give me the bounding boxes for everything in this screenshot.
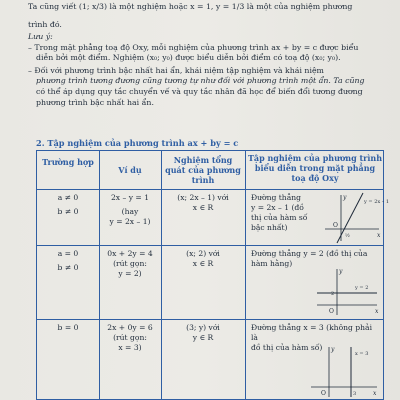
row3-case xyxy=(39,323,97,333)
solution-table xyxy=(36,150,390,400)
origin-label: O xyxy=(329,308,334,315)
tick-label: 2 xyxy=(331,291,335,297)
line-label: x = 3 xyxy=(355,351,369,357)
section-title: 2. Tập nghiệm của phương trình ax + by = c xyxy=(36,138,239,148)
tick-label: ½ xyxy=(345,233,350,239)
row1-desc xyxy=(251,193,321,233)
origin-label: O xyxy=(321,390,326,397)
example-line: 2x + 0y = 6 xyxy=(107,323,153,332)
row3-example xyxy=(101,323,159,353)
general-line: (x; 2x – 1) với xyxy=(177,193,229,202)
case-line: a = 0 xyxy=(57,249,79,258)
line-label: y = 2x – 1 xyxy=(364,199,390,205)
row-divider xyxy=(37,189,383,190)
case-line: b ≠ 0 xyxy=(57,263,79,272)
note-1-a: – Trong mặt phẳng toạ độ Oxy, mỗi nghiệm của phương trình ax + by = c được biểu xyxy=(28,43,359,52)
row1-example xyxy=(101,193,159,227)
intro-line-2: trình đó. xyxy=(28,20,62,29)
case-line: a ≠ 0 xyxy=(57,193,79,202)
general-line: y ∈ R xyxy=(192,333,214,342)
row-divider xyxy=(37,319,383,320)
graph-line-2x-1 xyxy=(319,191,390,243)
desc-line: y = 2x – 1 (đồ xyxy=(251,203,304,212)
example-line: y = 2) xyxy=(118,269,142,278)
header-general: Nghiệm tổng quát của phương trình xyxy=(165,155,241,185)
case-line: b ≠ 0 xyxy=(57,207,79,216)
row1-general xyxy=(163,193,243,213)
row1-case xyxy=(39,193,97,217)
example-line: 0x + 2y = 4 xyxy=(107,249,153,258)
row3-general xyxy=(163,323,243,343)
note-2-b: phương trình tương đương cũng tương tự như đối với phương trình một ẩn. Ta cũng xyxy=(36,76,365,85)
general-line: x ∈ R xyxy=(192,259,214,268)
example-line: (rút gọn: xyxy=(113,333,147,342)
desc-line: hàm hằng) xyxy=(251,259,293,268)
example-line: (rút gọn: xyxy=(113,259,147,268)
row-divider xyxy=(37,245,383,246)
note-1-b: diễn bởi một điểm. Nghiệm (x₀; y₀) được biểu diễn bởi điểm có toạ độ (x₀; y₀). xyxy=(36,53,341,62)
header-set: Tập nghiệm của phương trình biểu diễn trong mặt phẳng toạ độ Oxy xyxy=(247,153,383,183)
origin-label: O xyxy=(333,222,338,229)
example-line: y = 2x – 1) xyxy=(109,217,151,226)
header-case: Trường hợp xyxy=(42,157,94,167)
example-line: x = 3) xyxy=(118,343,142,352)
general-line: (3; y) với xyxy=(186,323,220,332)
note-lead: Lưu ý: xyxy=(28,32,53,41)
desc-line: đồ thị của hàm số) xyxy=(251,343,323,352)
axis-label-y: y xyxy=(339,268,343,275)
desc-line: bậc nhất) xyxy=(251,223,288,232)
general-line: (x; 2) với xyxy=(186,249,220,258)
row2-case xyxy=(39,249,97,273)
row2-general xyxy=(163,249,243,269)
desc-line: thị của hàm số xyxy=(251,213,308,222)
note-2-d: phương trình bậc nhất hai ẩn. xyxy=(36,98,154,107)
case-line: b = 0 xyxy=(57,323,79,332)
axis-label-y: y xyxy=(343,194,347,201)
header-example: Ví dụ xyxy=(118,165,142,175)
note-2-a: – Đối với phương trình bậc nhất hai ẩn, khái niệm tập nghiệm và khái niệm xyxy=(28,66,324,75)
axis-label-x: x xyxy=(377,232,381,239)
intro-line-1: Ta cũng viết (1; x/3) là một nghiệm hoặc x = 1, y = 1/3 là một của nghiệm phương xyxy=(28,2,353,11)
graph-x-3 xyxy=(307,343,381,399)
row2-example xyxy=(101,249,159,279)
graph-y-2 xyxy=(313,265,381,317)
general-line: x ∈ R xyxy=(192,203,214,212)
desc-line: Đường thẳng x = 3 (không phải là xyxy=(251,323,373,342)
axis-label-x: x xyxy=(373,390,377,397)
example-line: (hay xyxy=(121,207,139,216)
desc-line: Đường thẳng y = 2 (đồ thị của xyxy=(251,249,368,258)
note-2-c: có thể áp dụng quy tắc chuyển vế và quy tắc nhân đã học để biến đổi tương đương xyxy=(36,87,363,96)
axis-label-x: x xyxy=(375,308,379,315)
axis-label-y: y xyxy=(331,346,335,353)
tick-label: 3 xyxy=(353,391,357,397)
desc-line: Đường thẳng xyxy=(251,193,301,202)
line-label: y = 2 xyxy=(355,285,369,291)
example-line: 2x – y = 1 xyxy=(110,193,150,202)
